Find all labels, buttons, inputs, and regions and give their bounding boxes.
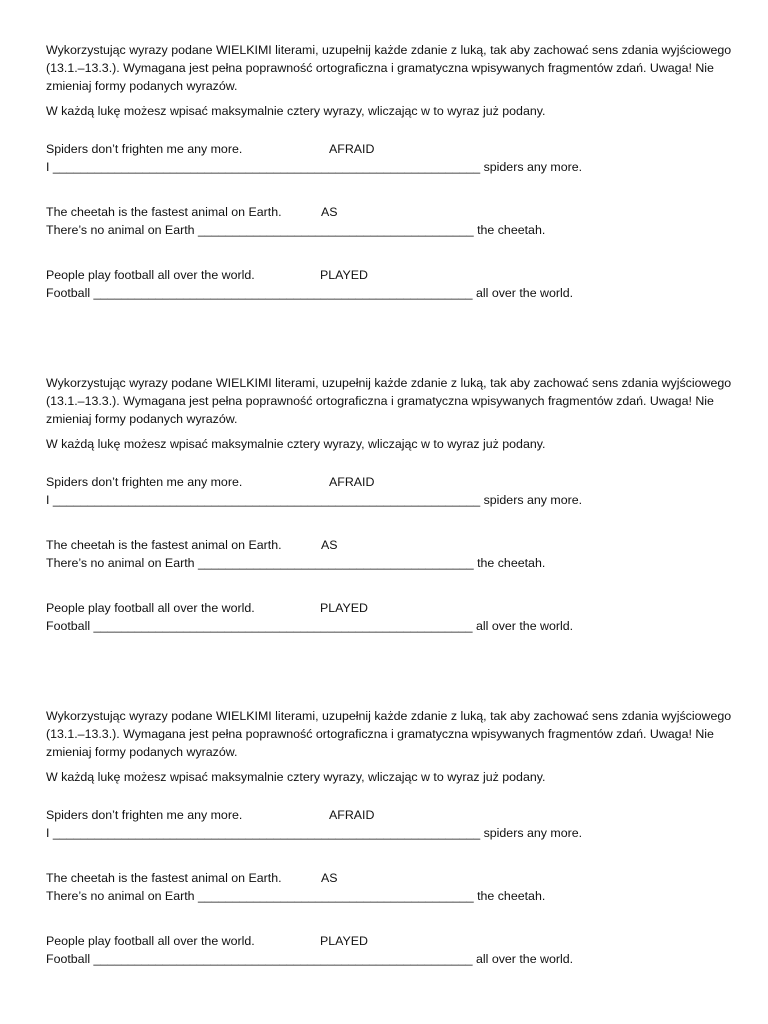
instruction-paragraph: Wykorzystując wyrazy podane WIELKIMI literami, uzupełnij każde zdanie z luką, tak aby zachować sens zdania wyjściowego (13.1.–13.3.). Wymagana jest pełna poprawność ortograficzna i gramatyczna wpisywanych fragmentów zdań. Uwaga! Nie zmieniaj formy podanych wyrazów. <box>46 376 732 426</box>
source-sentence: Spiders don’t frighten me any more. <box>46 475 243 489</box>
keyword: AFRAID <box>329 808 375 822</box>
gapped-sentence[interactable]: Football _______________________________________________________ all over the world. <box>46 286 574 300</box>
keyword: PLAYED <box>320 268 368 282</box>
source-sentence: People play football all over the world. <box>46 601 255 615</box>
task-13-3 <box>46 599 736 635</box>
gapped-sentence[interactable]: There’s no animal on Earth ________________________________________ the cheetah. <box>46 556 546 570</box>
exercise-block-1 <box>46 41 736 302</box>
source-sentence: People play football all over the world. <box>46 934 255 948</box>
gapped-sentence[interactable]: I ______________________________________________________________ spiders any more. <box>46 493 583 507</box>
source-sentence: The cheetah is the fastest animal on Earth. <box>46 871 282 885</box>
keyword: PLAYED <box>320 601 368 615</box>
source-sentence: The cheetah is the fastest animal on Earth. <box>46 205 282 219</box>
exercise-block-3 <box>46 707 736 968</box>
instruction-paragraph: Wykorzystując wyrazy podane WIELKIMI literami, uzupełnij każde zdanie z luką, tak aby zachować sens zdania wyjściowego (13.1.–13.3.). Wymagana jest pełna poprawność ortograficzna i gramatyczna wpisywanych fragmentów zdań. Uwaga! Nie zmieniaj formy podanych wyrazów. <box>46 709 732 759</box>
task-13-1 <box>46 140 736 176</box>
gapped-sentence[interactable]: I ______________________________________________________________ spiders any more. <box>46 160 583 174</box>
keyword: AFRAID <box>329 142 375 156</box>
source-sentence: Spiders don’t frighten me any more. <box>46 808 243 822</box>
task-13-3 <box>46 932 736 968</box>
word-limit-note: W każdą lukę możesz wpisać maksymalnie cztery wyrazy, wliczając w to wyraz już podany. <box>46 437 546 451</box>
keyword: AS <box>321 538 338 552</box>
exercise-block-2 <box>46 374 736 635</box>
gapped-sentence[interactable]: Football _______________________________________________________ all over the world. <box>46 952 574 966</box>
word-limit-note: W każdą lukę możesz wpisać maksymalnie cztery wyrazy, wliczając w to wyraz już podany. <box>46 770 546 784</box>
source-sentence: Spiders don’t frighten me any more. <box>46 142 243 156</box>
task-13-1 <box>46 806 736 842</box>
task-13-1 <box>46 473 736 509</box>
task-13-2 <box>46 203 736 239</box>
keyword: AFRAID <box>329 475 375 489</box>
word-limit-note: W każdą lukę możesz wpisać maksymalnie cztery wyrazy, wliczając w to wyraz już podany. <box>46 104 546 118</box>
keyword: AS <box>321 205 338 219</box>
source-sentence: People play football all over the world. <box>46 268 255 282</box>
gapped-sentence[interactable]: Football _______________________________________________________ all over the world. <box>46 619 574 633</box>
keyword: AS <box>321 871 338 885</box>
task-13-2 <box>46 869 736 905</box>
source-sentence: The cheetah is the fastest animal on Earth. <box>46 538 282 552</box>
gapped-sentence[interactable]: There’s no animal on Earth ________________________________________ the cheetah. <box>46 223 546 237</box>
gapped-sentence[interactable]: I ______________________________________________________________ spiders any more. <box>46 826 583 840</box>
task-13-3 <box>46 266 736 302</box>
gapped-sentence[interactable]: There’s no animal on Earth ________________________________________ the cheetah. <box>46 889 546 903</box>
task-13-2 <box>46 536 736 572</box>
instruction-paragraph: Wykorzystując wyrazy podane WIELKIMI literami, uzupełnij każde zdanie z luką, tak aby zachować sens zdania wyjściowego (13.1.–13.3.). Wymagana jest pełna poprawność ortograficzna i gramatyczna wpisywanych fragmentów zdań. Uwaga! Nie zmieniaj formy podanych wyrazów. <box>46 43 732 93</box>
keyword: PLAYED <box>320 934 368 948</box>
